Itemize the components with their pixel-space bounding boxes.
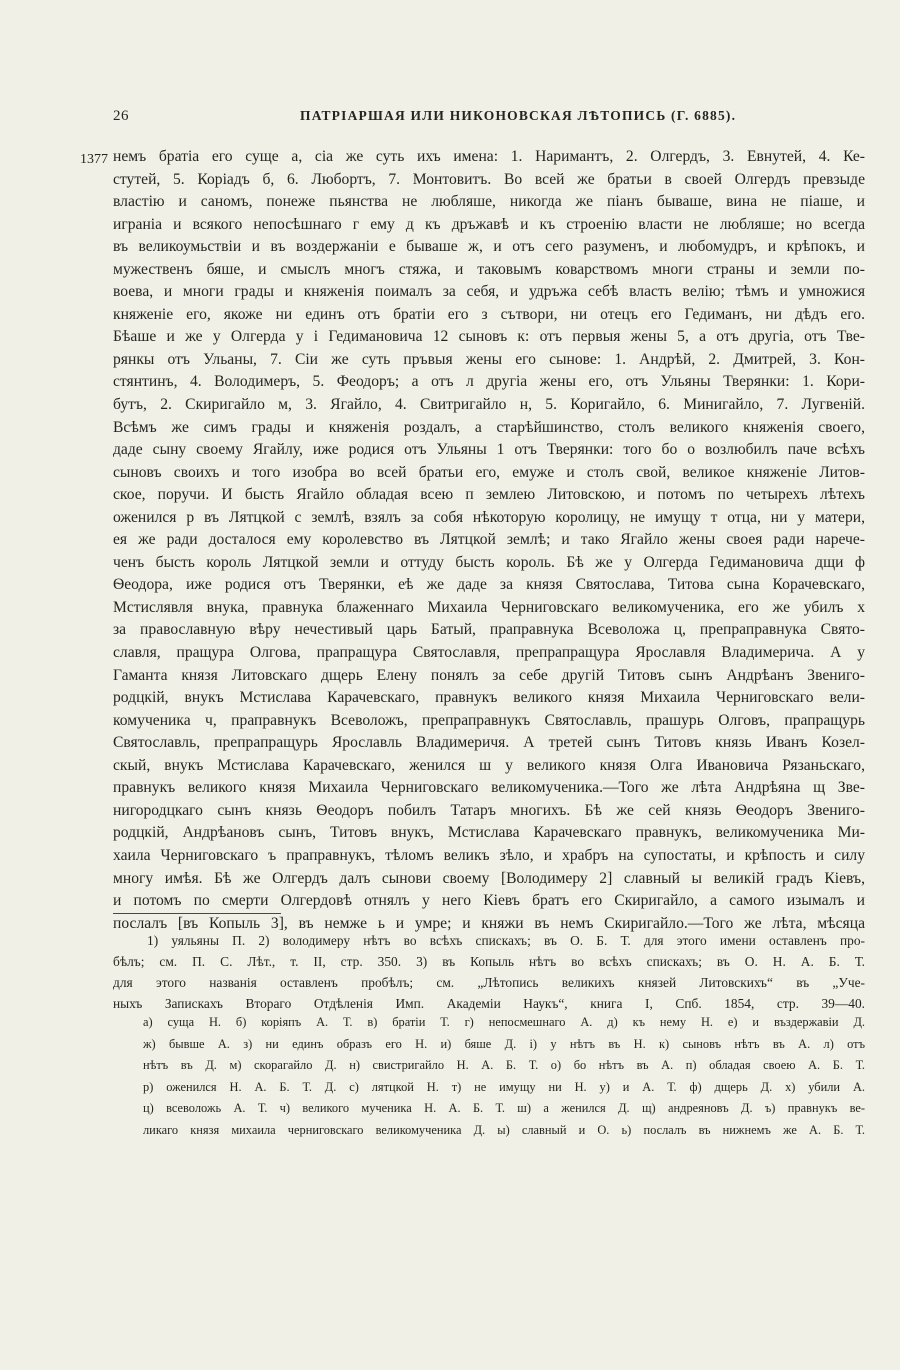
footnote-line: бѣлъ; см. П. С. Лѣт., т. II, стр. 350. 3) въ Копыль нѣтъ во всѣхъ спискахъ; въ О. Н. А. Б. Т. [113,954,865,969]
variant-line: а) суща Н. б) коріяпъ А. Т. в) братіи Т. г) непосмешнаго А. д) къ нему Н. е) и въздержавіи Д. [143,1015,865,1029]
text-line: Мстислявля внука, правнука блаженнаго Михаила Черниговскаго великомученика, его же убилъ х [113,598,865,616]
text-line: немъ братіа его суще а, сіа же суть ихъ имена: 1. Наримантъ, 2. Олгердъ, 3. Евнутей, 4. Ке- [113,148,865,165]
variant-line: ликаго князя михаила черниговскаго великомученика Д. ы) славный и О. ь) послалъ въ нижнемъ же А. Б. Т. [143,1122,865,1137]
text-line: даде сыну своему Ягайлу, иже родися отъ Ульяны 1 отъ Тверянки: того бо о возлюбилъ паче всѣхъ [113,441,865,459]
text-line: хаила Черниговскаго ъ праправнукъ, тѣломъ великъ зѣло, и храбръ на супостаты, и крѣпость и силу [113,846,865,864]
text-line: скый, внукъ Мстислава Карачевскаго, женился ш у великого князя Олга Ивановича Рязаньскаго, [113,756,865,774]
text-line: Ѳеодора, иже родися отъ Тверянки, еѣ же даде за князя Святослава, Титова сына Корачевскаго, [113,576,865,594]
footnote-line: 1) уяльяны П. 2) володимеру нѣтъ во всѣхъ спискахъ; въ О. Б. Т. для этого имени оставленъ про- [147,933,865,948]
text-line: и потомъ по смерти Олгердовѣ отнялъ у него Кіевъ братъ его Скиригайло, а самого изымалъ и [113,892,865,910]
text-line: комученика ч, праправнукъ Всеволожъ, препраправнукъ Святославль, прашурь Олговъ, прапращурь [113,711,865,729]
text-line: бутъ, 2. Скиригайло м, 3. Ягайло, 4. Свитригайло н, 5. Коригайло, 6. Минигайло, 7. Лугвеній. [113,396,865,414]
text-line: княженіе его, якоже ни единъ отъ братіи его з сътвори, ни отецъ его Гедиманъ, ни дѣдъ его. [113,305,865,323]
text-line: Гаманта князя Литовскаго дщерь Елену понялъ за себе другій Титовъ сынъ Андрѣанъ Звениго- [113,666,865,684]
text-line: стутей, 5. Коріадъ б, 6. Любортъ, 7. Монтовитъ. Во всей же братьи в своей Олгердъ превзыде [113,170,865,188]
footnotes [113,930,865,1014]
variant-line: р) оженился Н. А. Б. Т. Д. с) лятцкой Н. т) не имущу ни Н. у) и А. Т. ф) дщерь Д. х) убили А. [143,1079,865,1094]
margin-year: 1377 [80,152,108,167]
text-line: Святославль, препрапращурь Ярославль Владимеричя. А третей сынъ Титовъ князь Иванъ Козел- [113,734,865,752]
text-line: Всѣмъ же симъ грады и княженія роздалъ, а старѣйшинство, столъ великого княженія своего, [113,418,865,436]
text-line: правнукъ великого князя Михаила Черниговскаго великомученика.—Того же лѣта Андрѣяна щ Зве- [113,779,865,797]
text-line: родцкій, Андрѣановъ сынъ, Титовъ внукъ, Мстислава Карачевскаго правнукъ, великомученика Ми- [113,824,865,842]
text-line: ея же ради досталося ему королевство въ Лятцкой землѣ; и тако Ягайло жены своея ради нарече- [113,531,865,549]
footnote-line: ныхъ Запискахъ Втораго Отдѣленія Имп. Академіи Наукъ“, книга I, Спб. 1854, стр. 39—40. [113,996,865,1011]
main-text [113,146,865,935]
variant-line: нѣтъ въ Д. м) скорагайло Д. н) свистригайло Н. А. Б. Т. о) бо нѣтъ въ А. п) обладая своею А. Б. Т. [143,1058,865,1072]
variant-line: ж) бывше А. з) ни единъ образъ его Н. и) бяше Д. і) у нѣтъ въ Н. к) сыновъ нѣтъ въ А. л) отъ [143,1036,865,1051]
text-line: Бѣаше и же у Олгерда у і Гедимановича 12 сыновъ к: отъ первыя жены 5, а отъ другіа, отъ Тве- [113,328,865,346]
page-number: 26 [113,108,129,124]
text-line: воева, и многи грады и княженія поималъ за себя, и удръжа себѣ власть велію; тѣмъ и умножися [113,283,865,301]
text-line: сыновъ своихъ и того изобра во всей братьи его, емуже и столъ свой, великое княженіе Литов- [113,463,865,481]
text-line: родцкій, внукъ Мстислава Карачевскаго, правнукъ великого князя Михаила Черниговскаго вели- [113,689,865,707]
text-line: въ великоумьствіи и въ воздержаніи е бываше ж, и отъ сего разуменъ, и любомудръ, и крѣпокъ, и [113,238,865,256]
text-line: славля, пращура Олгова, прапращура Святославля, препрапращура Ярославля Владимерича. А у [113,644,865,662]
text-line: рянкы отъ Ульаны, 7. Сіи же суть пръвыя жены его сынове: 1. Андрѣй, 2. Дмитрей, 3. Кон- [113,350,865,368]
text-line: оженился р въ Лятцкой с землѣ, взялъ за собя нѣкоторую королицу, не имущу т отца, ни у матери, [113,508,865,526]
text-line: ское, поручи. И бысть Ягайло обладая всею п землею Литовскою, и потомъ по четырехъ лѣтехъ [113,486,865,504]
text-line: за православную вѣру нечестивый царь Батый, праправнука Всеволожа ц, препраправнука Свято- [113,621,865,639]
text-line: нигородцкаго сынъ князь Ѳеодоръ побилъ Татаръ многихъ. Бѣ же сей князь Ѳеодоръ Звениго- [113,801,865,819]
text-line: играніа и всякого непосѣшнаго г ему д къ дръжавѣ и къ строенію власти не любляше; но всегда [113,215,865,233]
text-line: ченъ бысть король Лятцкой земли и оттуду бысть король. Бѣ же у Олгерда Гедимановича дщи ф [113,553,865,571]
text-line: многу имѣя. Бѣ же Олгердъ далъ сынови своему [Володимеру 2] славный ы великій градъ Кіевъ, [113,869,865,887]
text-line: послалъ [въ Копыль 3], въ немже ь и умре; и княжи въ немъ Скиригайло.—Того же лѣта, мѣсяца [113,914,865,932]
variant-line: ц) всеволожь А. Т. ч) великого мученика Н. А. Б. Т. ш) а женился Д. щ) андреяновъ Д. ъ) правнукъ ве- [143,1101,865,1115]
text-line: стянтинъ, 4. Володимеръ, 5. Феодоръ; а отъ л другіа жены его, отъ Ульяны Тверянки: 1. Кори- [113,373,865,391]
footnote-rule [113,913,281,914]
running-head: ПАТРІАРШАЯ ИЛИ НИКОНОВСКАЯ ЛѢТОПИСЬ (Г. 6885). [300,108,737,123]
variant-readings [143,1012,865,1141]
text-line: мужественъ бяше, и смыслъ многъ стяжа, и таковымъ коварствомъ многи страны и земли по- [113,260,865,278]
footnote-line: для этого названія оставленъ пробѣлъ; см. „Лѣтопись великихъ князей Литовскихъ“ въ „Уче- [113,975,865,990]
text-line: властію и саномъ, понеже пьянства не любляше, никогда же піанъ бываше, вина не піаше, и [113,193,865,211]
